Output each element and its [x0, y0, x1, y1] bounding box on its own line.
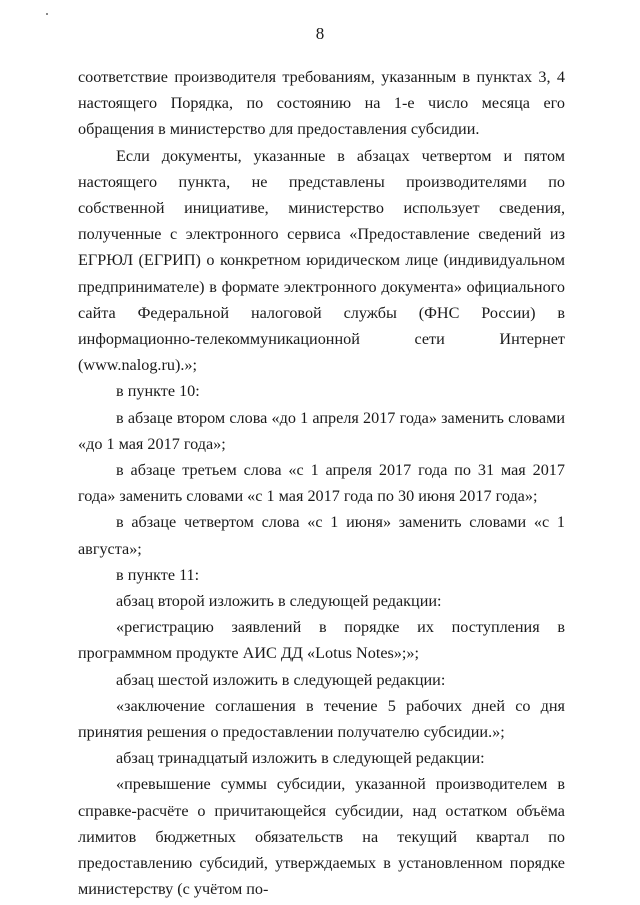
paragraph: Если документы, указанные в абзацах четвертом и пятом настоящего пункта, не представлены производителями по собственной инициативе, министерство использует сведения, полученные с электронного сервиса «Предоставление сведений из ЕГРЮЛ (ЕГРИП) о конкретном юридическом лице (индивидуальном предпринимателе) в формате электронного документа» официального сайта Федеральной налоговой службы (ФНС России) в информационно-телекоммуникационной сети Интернет (www.nalog.ru).»;	[78, 146, 565, 375]
document-body	[78, 64, 565, 903]
paragraph: «регистрацию заявлений в порядке их поступления в программном продукте АИС ДД «Lotus Notes»;»;	[78, 618, 565, 663]
paragraph: абзац второй изложить в следующей редакции:	[116, 592, 442, 611]
paragraph: «превышение суммы субсидии, указанной производителем в справке-расчёте о причитающейся субсидии, над остатком объёма лимитов бюджетных обязательств на текущий квартал по предоставлению субсидий, утверждаемых в установленном порядке министерству (с учётом по-	[78, 775, 565, 899]
paragraph: в пункте 11:	[116, 565, 200, 584]
paragraph: в пункте 10:	[116, 382, 200, 401]
page-number: 8	[315, 24, 325, 43]
scan-mark	[46, 13, 48, 15]
paragraph: абзац шестой изложить в следующей редакции:	[116, 670, 446, 689]
paragraph: абзац тринадцатый изложить в следующей редакции:	[116, 749, 485, 768]
paragraph: «заключение соглашения в течение 5 рабочих дней со дня принятия решения о предоставлении получателю субсидии.»;	[78, 696, 565, 742]
paragraph: в абзаце третьем слова «с 1 апреля 2017 года по 31 мая 2017 года» заменить словами «с 1 мая 2017 года по 30 июня 2017 года»;	[78, 461, 565, 506]
paragraph: в абзаце четвертом слова «с 1 июня» заменить словами «с 1 августа»;	[78, 513, 565, 558]
paragraph: в абзаце втором слова «до 1 апреля 2017 года» заменить словами «до 1 мая 2017 года»;	[78, 408, 565, 453]
paragraph: соответствие производителя требованиям, указанным в пунктах 3, 4 настоящего Порядка, по состоянию на 1-е число месяца его обращения в министерство для предоставления субсидии.	[78, 68, 565, 139]
